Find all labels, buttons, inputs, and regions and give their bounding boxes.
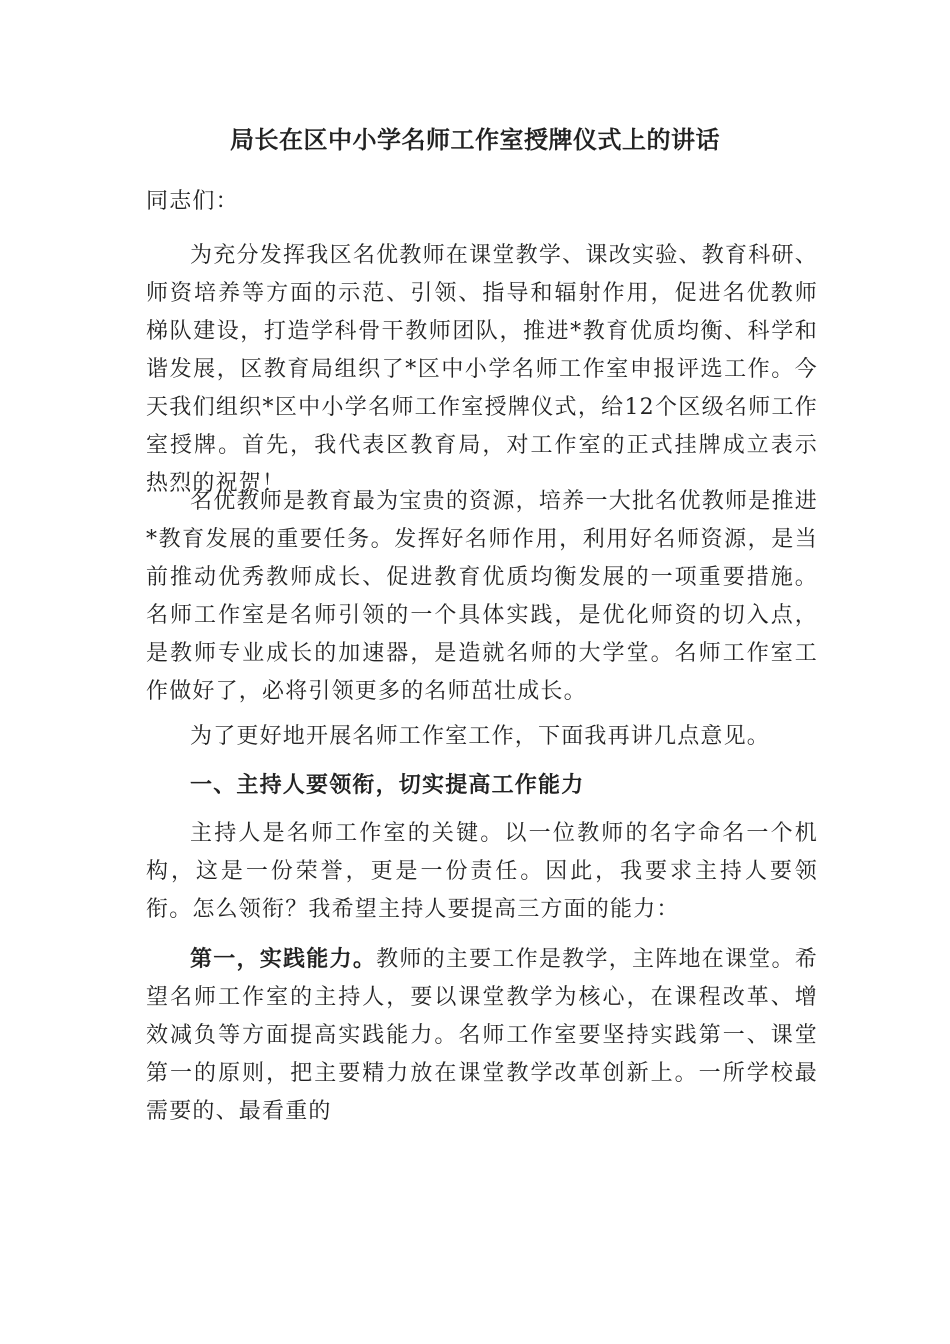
section-heading-1: 一、主持人要领衔，切实提高工作能力 (190, 772, 585, 798)
paragraph-5-text: 教师的主要工作是教学，主阵地在课堂。希望名师工作室的主持人，要以课堂教学为核心，在课程改革、增效减负等方面提高实践能力。名师工作室要坚持实践第一、课堂第一的原则，把主要精力放在课堂教学改革创新上。一所学校最需要的、最看重的 (146, 947, 818, 1124)
paragraph-5-lead: 第一，实践能力。 (190, 946, 377, 972)
paragraph-1: 为充分发挥我区名优教师在课堂教学、课改实验、教育科研、师资培养等方面的示范、引领、指导和辐射作用，促进名优教师梯队建设，打造学科骨干教师团队，推进*教育优质均衡、科学和谐发展，区教育局组织了*区中小学名师工作室申报评选工作。今天我们组织*区中小学名师工作室授牌仪式，给12个区级名师工作室授牌。首先，我代表区教育局，对工作室的正式挂牌成立表示热烈的祝贺！ (146, 243, 818, 496)
paragraph-2: 名优教师是教育最为宝贵的资源，培养一大批名优教师是推进*教育发展的重要任务。发挥好名师作用，利用好名师资源，是当前推动优秀教师成长、促进教育优质均衡发展的一项重要措施。名师工作室是名师引领的一个具体实践，是优化师资的切入点，是教师专业成长的加速器，是造就名师的大学堂。名师工作室工作做好了，必将引领更多的名师茁壮成长。 (146, 489, 818, 704)
salutation: 同志们： (146, 189, 239, 214)
paragraph-5 (146, 940, 818, 1131)
paragraph-4: 主持人是名师工作室的关键。以一位教师的名字命名一个机构，这是一份荣誉，更是一份责任。因此，我要求主持人要领衔。怎么领衔？我希望主持人要提高三方面的能力： (146, 821, 818, 922)
paragraph-3: 为了更好地开展名师工作室工作，下面我再讲几点意见。 (190, 724, 771, 749)
document-title: 局长在区中小学名师工作室授牌仪式上的讲话 (230, 125, 720, 154)
